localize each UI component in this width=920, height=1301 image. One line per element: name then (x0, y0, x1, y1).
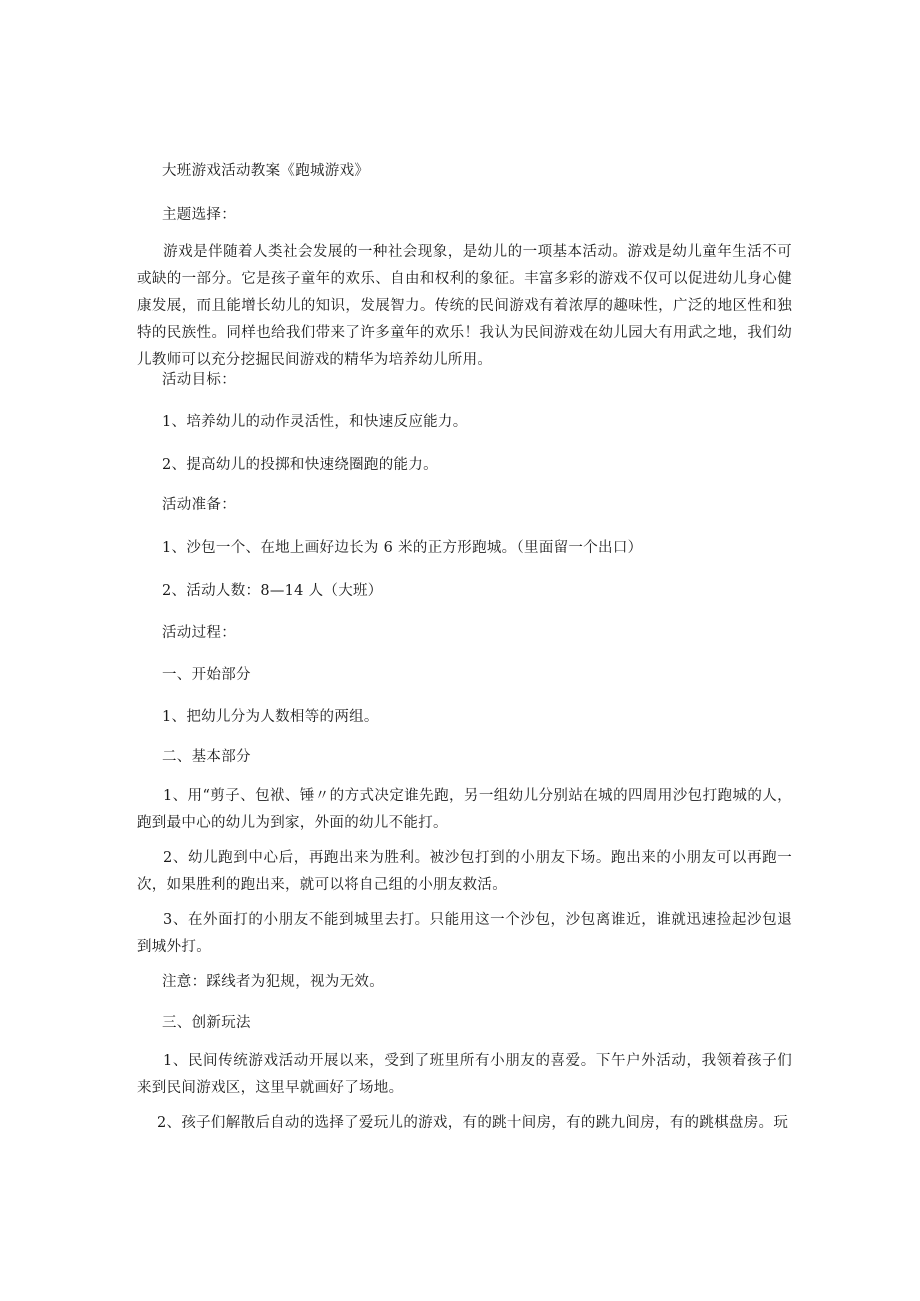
part2-item-3-text: 3、在外面打的小朋友不能到城里去打。只能用这一个沙包，沙包离谁近，谁就迅速捡起沙包退到城外打。 (137, 912, 792, 955)
part1-item-1: 1、把幼儿分为人数相等的两组。 (162, 709, 379, 725)
goal-item-1: 1、培养幼儿的动作灵活性，和快速反应能力。 (162, 414, 468, 430)
process-heading: 活动过程： (162, 625, 236, 641)
note-text: 注意：踩线者为犯规，视为无效。 (162, 974, 384, 990)
prep-heading: 活动准备： (162, 497, 236, 513)
part1-heading: 一、开始部分 (162, 667, 251, 683)
part3-item-1 (137, 1048, 792, 1102)
part2-item-1-text: 1、用“剪子、包袱、锤〃的方式决定谁先跑，另一组幼儿分别站在城的四周用沙包打跑城的人，跑到最中心的幼儿为到家，外面的幼儿不能打。 (137, 788, 792, 831)
goals-heading: 活动目标： (162, 372, 236, 388)
part3-item-2-text: 2、孩子们解散后自动的选择了爱玩儿的游戏，有的跳十间房，有的跳九间房，有的跳棋盘房。玩 (157, 1115, 789, 1131)
part2-item-3 (137, 907, 792, 961)
part2-item-1 (137, 783, 792, 837)
theme-paragraph-text: 游戏是伴随着人类社会发展的一种社会现象，是幼儿的一项基本活动。游戏是幼儿童年生活不可或缺的一部分。它是孩子童年的欢乐、自由和权利的象征。丰富多彩的游戏不仅可以促进幼儿身心健康发展，而且能增长幼儿的知识，发展智力。传统的民间游戏有着浓厚的趣味性，广泛的地区性和独特的民族性。同样也给我们带来了许多童年的欢乐！我认为民间游戏在幼儿园大有用武之地，我们幼儿教师可以充分挖掘民间游戏的精华为培养幼儿所用。 (137, 244, 792, 368)
part2-item-2-text: 2、幼儿跑到中心后，再跑出来为胜利。被沙包打到的小朋友下场。跑出来的小朋友可以再跑一次，如果胜利的跑出来，就可以将自己组的小朋友救活。 (137, 850, 792, 893)
document-title: 大班游戏活动教案《跑城游戏》 (162, 163, 370, 179)
part3-item-1-text: 1、民间传统游戏活动开展以来，受到了班里所有小朋友的喜爱。下午户外活动，我领着孩子们来到民间游戏区，这里早就画好了场地。 (137, 1053, 792, 1096)
part2-item-2 (137, 845, 792, 899)
prep-item-1: 1、沙包一个、在地上画好边长为 6 米的正方形跑城。（里面留一个出口） (162, 540, 643, 556)
goal-item-2: 2、提高幼儿的投掷和快速绕圈跑的能力。 (162, 457, 438, 473)
part2-heading: 二、基本部分 (162, 749, 251, 765)
theme-paragraph (137, 239, 792, 374)
prep-item-2: 2、活动人数：8—14 人（大班） (162, 583, 383, 599)
part3-heading: 三、创新玩法 (162, 1015, 251, 1031)
part3-item-2 (137, 1110, 792, 1137)
theme-heading: 主题选择： (162, 207, 236, 223)
